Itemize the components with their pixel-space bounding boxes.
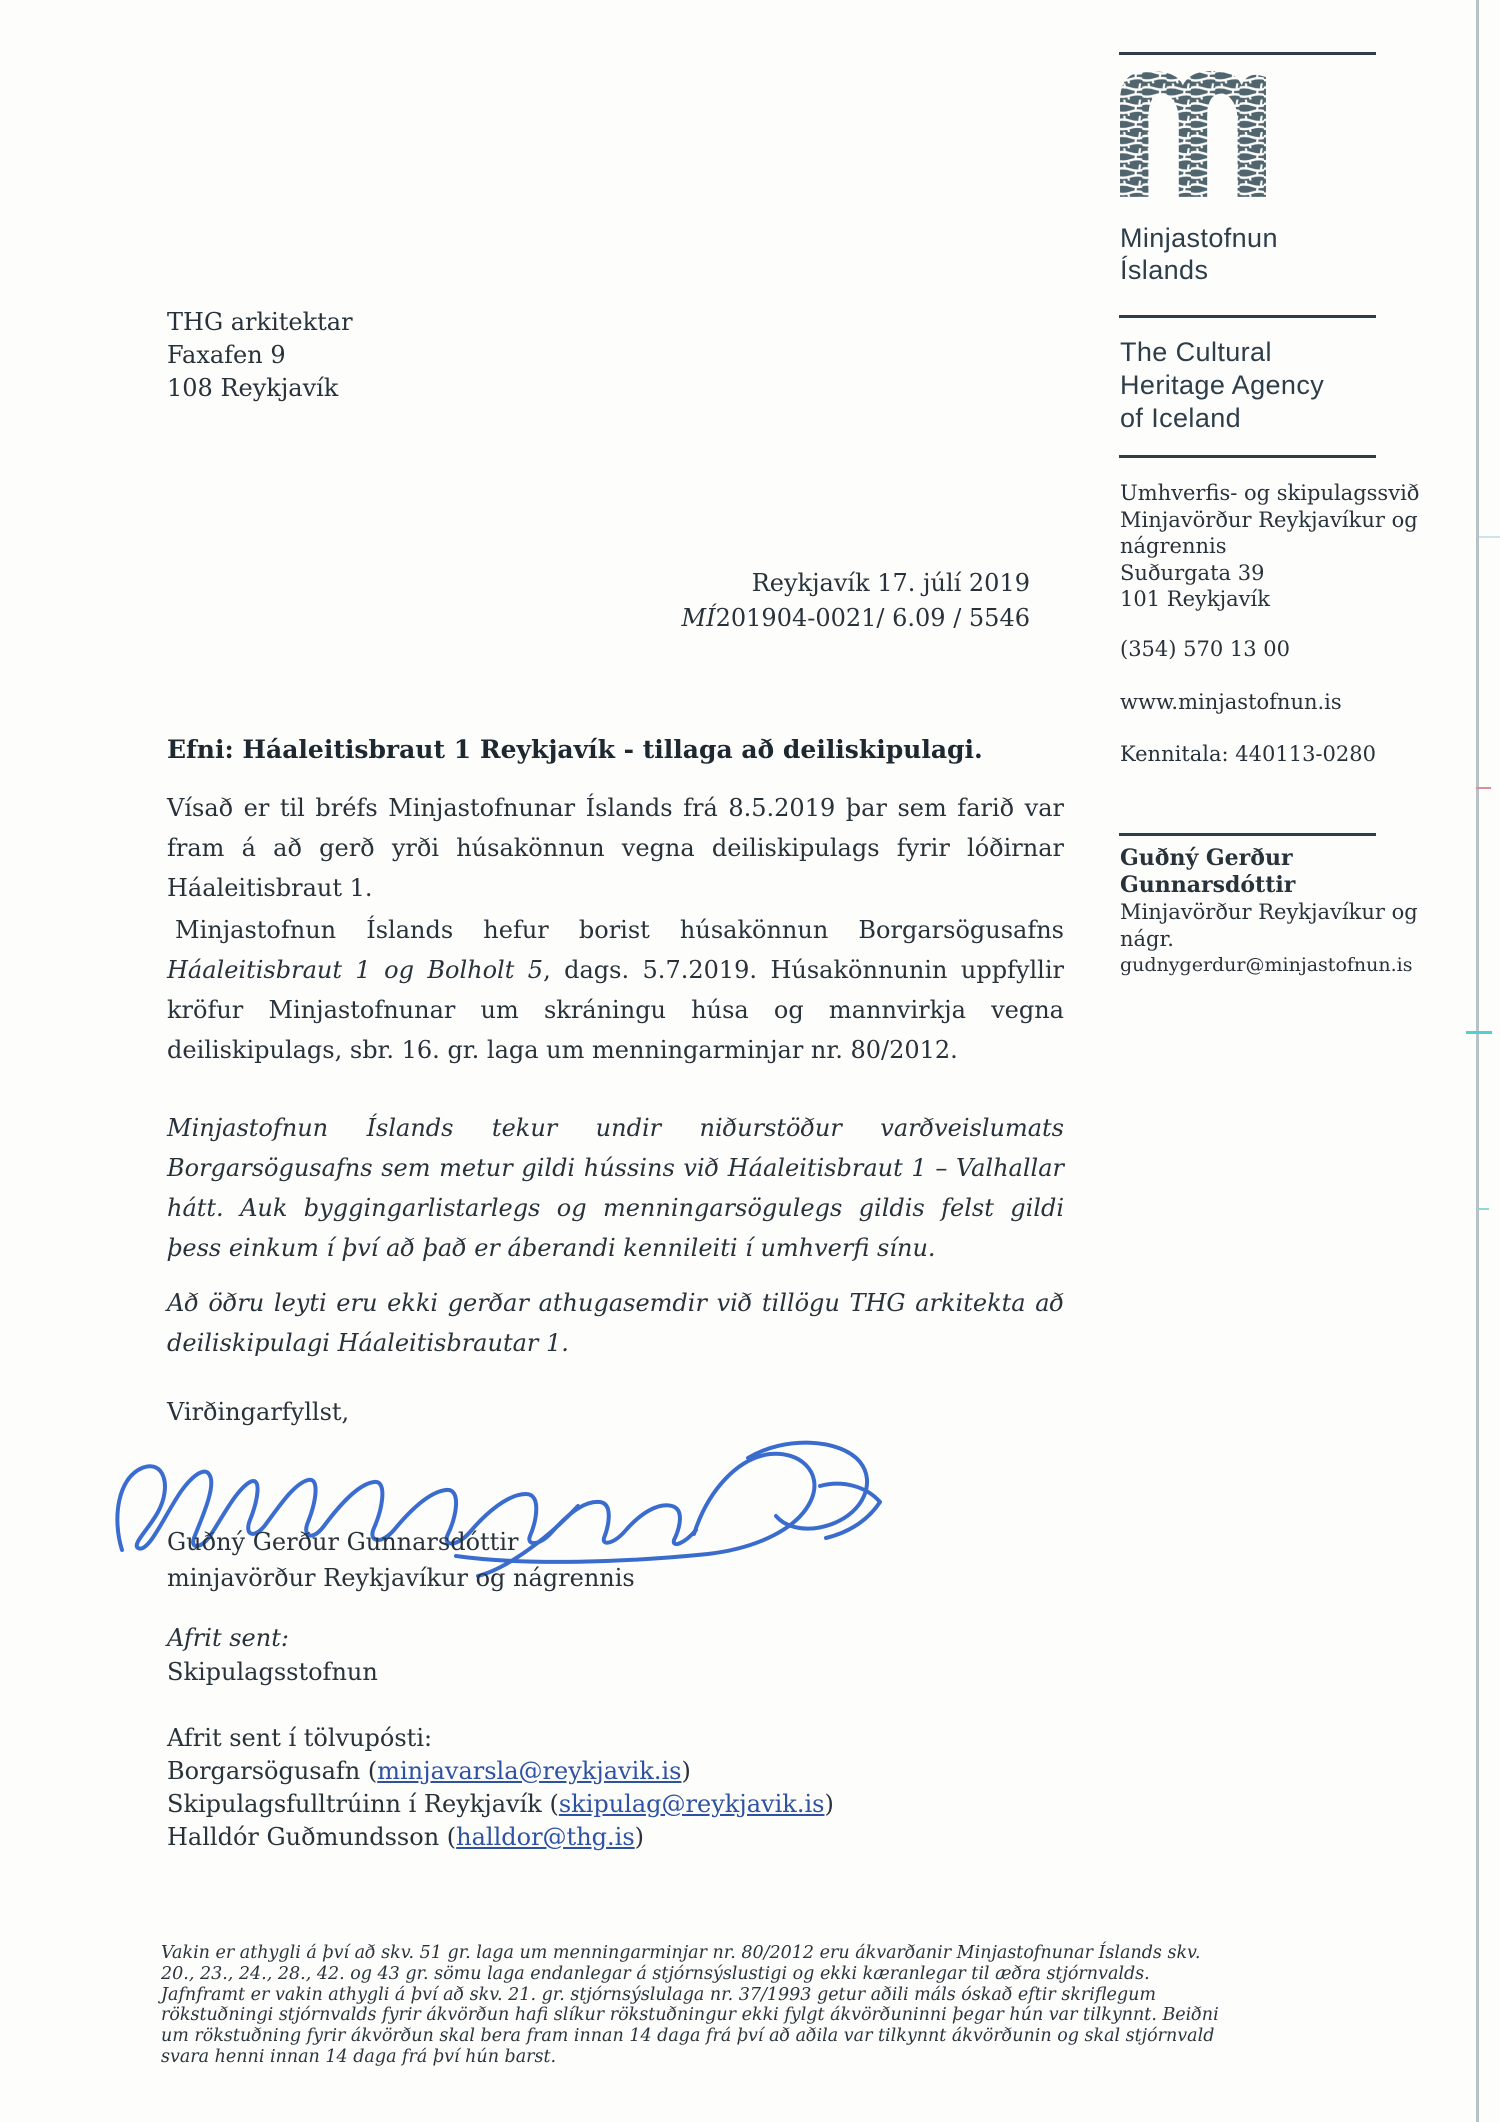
- header-divider: [1119, 315, 1376, 318]
- footnote-line: Vakin er athygli á því að skv. 51 gr. laga um menningarminjar nr. 80/2012 eru ákvarðanir Minjastofnunar Íslands skv.: [161, 1943, 1201, 1963]
- reference-number: [682, 601, 1030, 636]
- department-line: 101 Reykjavík: [1120, 587, 1270, 611]
- email-link[interactable]: minjavarsla@reykjavik.is: [377, 1757, 682, 1785]
- reference-rest: 201904-0021/ 6.09 / 5546: [715, 604, 1030, 632]
- cc-recipient: Skipulagsstofnun: [167, 1658, 378, 1686]
- contact-role-line: Minjavörður Reykjavíkur og: [1120, 900, 1418, 924]
- website-url: www.minjastofnun.is: [1120, 690, 1342, 714]
- header-divider: [1119, 52, 1376, 55]
- phone-number: (354) 570 13 00: [1120, 637, 1291, 661]
- body-paragraph-1: Vísað er til bréfs Minjastofnunar Íslands frá 8.5.2019 þar sem farið var fram á að gerð yrði húsakönnun vegna deiliskipulags fyrir lóðirnar Háaleitisbraut 1.: [167, 794, 1064, 902]
- footnote-line: um rökstuðning fyrir ákvörðun skal bera fram innan 14 daga frá því að aðila var tilkynnt ákvörðunin og skal stjórnvald: [161, 2026, 1215, 2047]
- footnote-line: 20., 23., 24., 28., 42. og 43 gr. sömu laga endanlegar á stjórnsýslustigi og ekki kæranlegar til æðra stjórnvalds.: [161, 1963, 1150, 1984]
- org-name-line: Íslands: [1120, 255, 1209, 285]
- contact-name-line: Guðný Gerður: [1120, 845, 1293, 871]
- agency-logo: [1118, 66, 1270, 204]
- cc-entry-close: ): [634, 1823, 645, 1851]
- footnote-line: svara henni innan 14 daga frá því hún barst.: [161, 2046, 557, 2067]
- contact-name-line: Gunnarsdóttir: [1120, 872, 1296, 898]
- cc-entry-name: Skipulagsfulltrúinn í Reykjavík (: [167, 1790, 559, 1818]
- signature-icon: [108, 1428, 888, 1583]
- department-line: Umhverfis- og skipulagssvið: [1120, 481, 1420, 505]
- cc-email-entry: [167, 1823, 644, 1851]
- cc-email-label: Afrit sent í tölvupósti:: [167, 1724, 433, 1752]
- department-line: nágrennis: [1120, 534, 1227, 558]
- footnote-line: rökstuðningi stjórnvalds fyrir ákvörðun hafi slíkur rökstuðningur ekki fylgt ákvörðuninni þegar hún var tilkynnt. Beiðni: [161, 2005, 1219, 2026]
- recipient-city: 108 Reykjavík: [167, 374, 339, 402]
- body-paragraph-3: Minjastofnun Íslands tekur undir niðurstöður varðveislumats Borgarsögusafns sem metur gildi hússins við Háaleitisbraut 1 – Valhallar hátt. Auk byggingarlistarlegs og menningarsögulegs gildis felst gildi þess einkum í því að það er áberandi kennileiti í umhverfi sínu.: [167, 1114, 1064, 1262]
- org-name-line: Heritage Agency: [1120, 370, 1325, 400]
- contact-email: gudnygerdur@minjastofnun.is: [1120, 954, 1413, 976]
- contact-role-line: nágr.: [1120, 926, 1174, 951]
- scan-mark-cyan: [1479, 536, 1500, 538]
- org-name-line: of Iceland: [1120, 403, 1242, 433]
- signer-role: minjavörður Reykjavíkur og nágrennis: [167, 1564, 635, 1592]
- reference-prefix: MÍ: [681, 604, 716, 632]
- dateline: [682, 566, 1030, 636]
- recipient-street: Faxafen 9: [167, 341, 286, 369]
- header-divider: [1119, 455, 1376, 458]
- sidebar-divider: [1119, 833, 1376, 836]
- footnote-line: Jafnframt er vakin athygli á því að skv. 21. gr. stjórnsýslulaga nr. 37/1993 getur aðili máls óskað eftir skriflegum: [161, 1984, 1156, 2005]
- place-and-date: Reykjavík 17. júlí 2019: [751, 569, 1030, 597]
- signer-name: Guðný Gerður Gunnarsdóttir: [167, 1528, 519, 1556]
- department-line: Suðurgata 39: [1120, 560, 1265, 585]
- cc-email-entry: [167, 1790, 834, 1818]
- org-name-line: The Cultural: [1120, 337, 1272, 367]
- paragraph-text: Minjastofnun Íslands hefur borist húsakönnun Borgarsögusafns: [175, 916, 1064, 944]
- scan-mark-cyan: [1477, 1208, 1489, 1210]
- subject-line: Efni: Háaleitisbraut 1 Reykjavík - tillaga að deiliskipulagi.: [167, 735, 983, 764]
- org-name-icelandic: [1120, 222, 1278, 286]
- contact-card: [1120, 845, 1420, 979]
- cc-email-entry: [167, 1757, 691, 1785]
- legal-footnote: [161, 1943, 1219, 2068]
- recipient-name: THG arkitektar: [167, 308, 353, 336]
- cc-entry-name: Halldór Guðmundsson (: [167, 1823, 457, 1851]
- scan-mark-cyan: [1466, 1031, 1492, 1034]
- scan-edge-line: [1476, 0, 1479, 2122]
- report-title: Háaleitisbraut 1 og Bolholt 5: [167, 956, 544, 984]
- valediction: Virðingarfyllst,: [167, 1398, 350, 1426]
- cc-entry-close: ): [681, 1757, 691, 1785]
- org-name-english: [1120, 336, 1324, 435]
- cc-entry-close: ): [824, 1790, 834, 1818]
- recipient-address: [167, 306, 353, 405]
- kennitala-id: Kennitala: 440113-0280: [1120, 742, 1376, 766]
- cc-entry-name: Borgarsögusafn (: [167, 1757, 378, 1785]
- department-line: Minjavörður Reykjavíkur og: [1120, 507, 1418, 532]
- paragraph-text: , dags. 5.7.2019. Húsakönnunin uppfyllir kröfur Minjastofnunar um skráningu húsa og mannvirkja vegna deiliskipulags, sbr. 16. gr. laga um menningarminjar nr. 80/2012.: [167, 956, 1064, 1064]
- mosaic-m-icon: [1118, 66, 1270, 200]
- department-address: [1120, 480, 1420, 613]
- email-link[interactable]: skipulag@reykjavik.is: [558, 1790, 825, 1818]
- body-paragraph-2: [167, 910, 1064, 1070]
- body-paragraph-4: Að öðru leyti eru ekki gerðar athugasemdir við tillögu THG arkitekta að deiliskipulagi Háaleitisbrautar 1.: [167, 1289, 1064, 1357]
- org-name-line: Minjastofnun: [1120, 223, 1278, 253]
- scan-mark-pink: [1476, 787, 1491, 789]
- cc-label: Afrit sent:: [167, 1624, 289, 1652]
- email-link[interactable]: halldor@thg.is: [456, 1823, 635, 1851]
